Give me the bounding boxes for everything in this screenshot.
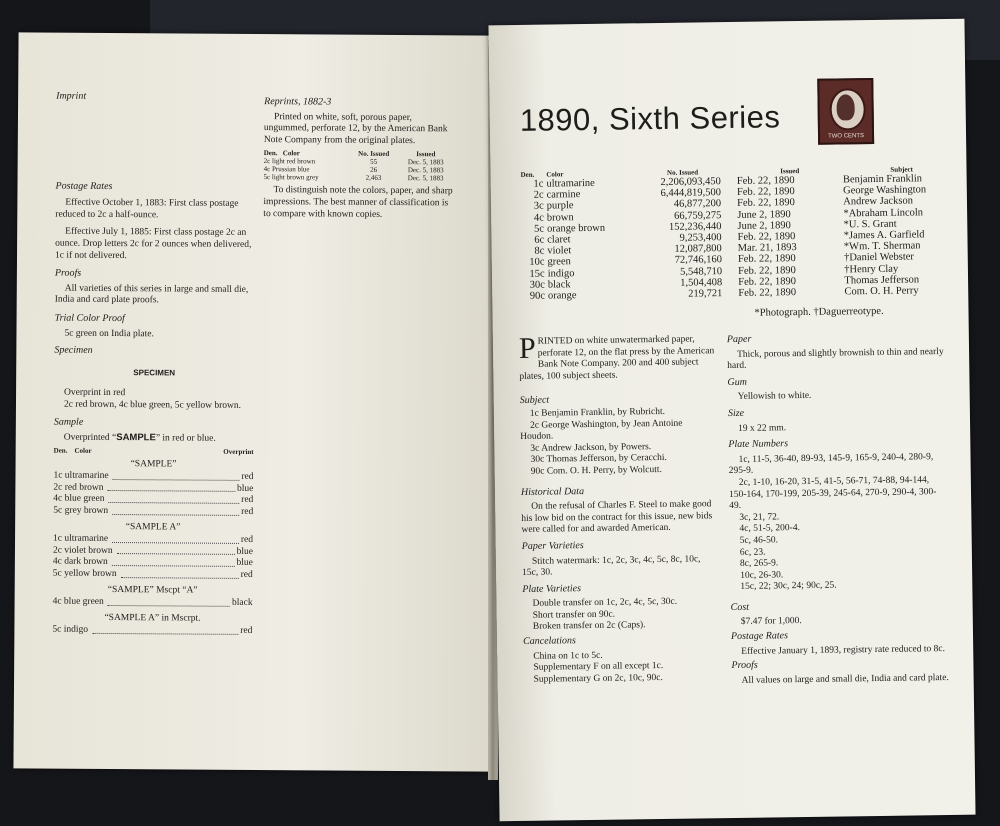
issue-cell-n: 2,206,093,450 [660,176,721,188]
plate-varieties-list [522,596,718,634]
issue-cell-den: 5c [534,223,545,235]
cost-text: $7.47 for 1,000. [740,616,802,628]
issue-cell-den: 8c [534,245,545,257]
sample-row-denomination: 4c dark brown [52,557,108,568]
issue-cell-date: Feb. 22, 1890 [737,253,796,266]
intro-text: RINTED on white unwatermarked paper, perforate 12, on the flat press by the American Bank Note Company. 200 and 400 subject plates, 100 subject sheets. [519,334,715,382]
sample-row-overprint: red [241,495,254,506]
sample-row-denomination: 4c blue green [53,494,105,505]
reprints-column [263,96,454,221]
subject-list [520,406,717,478]
paper-varieties-heading: Paper Varieties [521,539,584,552]
group4-list [52,625,252,638]
plate-number-item: 10c, 26-30. [740,569,784,581]
cost-heading: Cost [730,601,750,613]
issue-cell-den: 90c [529,290,546,302]
issue-cell-den: 2c [533,189,544,201]
reprints-cell: 5c light brown grey [263,173,319,182]
historical-text: On the refusal of Charles F. Steel to make good his low bid on the contract for this issue, new bids were called for and awarded American. [521,499,713,536]
historical-heading: Historical Data [520,485,585,498]
group3-list [53,597,253,610]
paper-varieties-text: Stitch watermark: 1c, 2c, 3c, 4c, 5c, 8c, 10c, 15c, 30. [522,553,701,579]
stamp-label: TWO CENTS [828,133,865,140]
issue-cell-subj: †Daniel Webster [843,251,914,264]
group2-list [53,534,253,582]
sample-row [53,569,253,582]
proofs-heading: Proofs [54,267,82,279]
sample-row-overprint: blue [236,558,253,569]
sample-row-overprint: red [240,535,254,546]
issue-cell-subj: †Henry Clay [844,263,899,276]
cancelation-item: Supplementary F on all except 1c. [533,661,664,674]
issue-cell-color: orange [547,290,577,302]
issue-cell-subj: Com. O. H. Perry [844,285,919,298]
plate-variety-item: Broken transfer on 2c (Caps). [532,620,646,633]
leader-dots [117,546,235,555]
reprints-row [264,173,454,182]
issue-cell-n: 5,548,710 [680,265,723,278]
sample-row [53,506,253,519]
issue-cell-n: 12,087,800 [674,243,722,256]
leader-dots [112,557,235,566]
sample-row-denomination: 1c ultramarine [53,533,109,545]
specimen-label: SPECIMEN [133,367,176,378]
issue-cell-subj: *Wm. T. Sherman [843,240,921,253]
footnote: *Photograph. †Daguerreotype. [754,305,884,319]
issue-cell-color: indigo [547,267,575,280]
issue-cell-date: Feb. 22, 1890 [737,197,795,210]
subject-item: 90c Com. O. H. Perry, by Wolcutt. [530,464,662,477]
issue-cell-date: Mar. 21, 1893 [737,242,797,255]
subject-heading: Subject [519,394,550,407]
issue-col-subject: Subject [890,165,913,174]
issue-col-date: Issued [780,167,800,176]
size-heading: Size [727,407,745,420]
issue-col-color: Color [546,170,564,179]
reprints-cell: 4c Prussian blue [263,165,310,174]
col-overprint: Overprint [223,447,254,456]
sample-row-overprint: red [241,472,254,483]
plate-numbers-list [728,452,948,594]
postage-rates-text: Effective January 1, 1893, registry rate reduced to 8c. [741,643,946,657]
subject-item: 2c George Washington, by Jean Antoine Houdon. [520,418,683,443]
issue-cell-color: black [547,279,571,291]
reprints-table [264,149,454,182]
issue-cell-subj: Benjamin Franklin [842,173,923,186]
leader-dots [112,534,239,543]
cancelations-heading: Cancelations [522,635,576,648]
issue-cell-den: 4c [533,212,544,224]
issue-cell-date: Feb. 22, 1890 [738,264,796,277]
cancelations-list [523,649,719,687]
leader-dots [108,494,239,504]
reprints-note: To distinguish note the colors, paper, and sharp impressions. The best manner of classification is to compare with known copies. [263,185,453,220]
postage-paragraph-1: Effective October 1, 1883: First class postage reduced to 2c a half-ounce. [55,197,239,221]
issue-cell-date: Feb. 22, 1890 [738,275,797,288]
issue-cell-n: 6,444,819,500 [660,187,722,200]
sample-row-overprint: blue [236,483,254,494]
col-color: Color [74,446,92,455]
subject-item: 1c Benjamin Franklin, by Rubricht. [529,406,666,419]
reprints-col-den: Den. Color [263,149,300,158]
issue-cell-color: orange brown [546,222,606,235]
issue-cell-color: violet [547,245,572,257]
sample-row-denomination: 4c blue green [52,596,104,608]
issue-cell-color: green [547,256,571,268]
plate-number-item: 5c, 46-50. [739,535,779,546]
reprints-cell: Dec. 5, 1883 [407,174,444,183]
issue-cell-den: 3c [533,201,544,213]
issue-cell-date: Feb. 22, 1890 [736,175,795,187]
plate-number-item: 15c, 22; 30c, 24; 90c, 25. [740,580,837,593]
reprints-heading: Reprints, 1882-3 [264,96,332,108]
issue-cell-subj: *James A. Garfield [843,229,925,242]
issue-cell-n: 1,504,408 [680,276,723,289]
specimen-paragraph-1: Overprint in red [64,387,126,399]
proofs-heading-right: Proofs [731,659,758,672]
subject-item: 3c Andrew Jackson, by Powers. [530,441,652,454]
issue-cell-n: 9,253,400 [679,232,722,244]
paper-heading: Paper [726,333,752,346]
sample-row-overprint: red [240,569,253,581]
sample-row-denomination: 2c red brown [53,482,104,493]
specimen-paragraph-2: 2c red brown, 4c blue green, 5c yellow brown. [63,399,242,411]
issue-cell-n: 46,877,200 [673,198,722,211]
sample-row-overprint: black [231,598,253,609]
proofs-text-right: All values on large and small die, India and card plate. [741,672,949,686]
sample-row-overprint: red [240,626,253,637]
paper-text: Thick, porous and slightly brownish to thin and nearly hard. [727,346,944,372]
page-title: 1890, Sixth Series [519,99,781,138]
reprints-col-date: Issued [416,150,436,159]
sample-text [54,432,254,446]
col-den: Den. [53,446,68,455]
size-text: 19 x 22 mm. [738,422,787,434]
postage-heading: Postage Rates [55,180,113,192]
leader-dots [113,471,240,480]
leader-dots [92,625,238,635]
reprints-col-issued: No. Issued [358,150,390,159]
plate-number-item: 1c, 11-5, 36-40, 89-93, 145-9, 165-9, 240-4, 280-9, 295-9. [728,451,934,477]
issue-cell-date: Feb. 22, 1890 [736,186,795,199]
sample-text-pre: Overprinted “ [63,432,117,444]
reprints-cell: Dec. 5, 1883 [407,166,444,175]
issue-cell-color: purple [546,200,574,212]
issue-cell-subj: *U. S. Grant [843,218,897,231]
issue-cell-n: 72,746,160 [674,254,722,267]
left-page [13,32,494,771]
issue-cell-date: June 2, 1890 [737,219,791,232]
issue-cell-n: 152,236,440 [668,220,722,233]
trial-heading: Trial Color Proof [54,312,125,325]
issue-cell-subj: George Washington [843,184,927,197]
leader-dots [112,506,239,515]
postage-rates-heading: Postage Rates [730,630,789,643]
reprints-cell: 55 [370,158,378,167]
subject-item: 30c Thomas Jefferson, by Ceracchi. [530,453,667,466]
issue-cell-den: 6c [534,234,545,246]
sample-text-post: ” in red or blue. [155,433,216,444]
sample-row-denomination: 5c yellow brown [52,568,117,580]
imprint-heading: Imprint [56,90,87,102]
proofs-text: All varieties of this series in large and small die, India and card plate proofs. [54,283,249,306]
trial-text: 5c green on India plate. [64,328,154,339]
sample-word: SAMPLE [116,432,156,444]
issue-cell-n: 219,721 [688,288,723,300]
issue-col-den: Den. [520,170,535,179]
issue-cell-den: 1c [533,178,544,190]
issue-cell-color: ultramarine [546,177,595,190]
group1-title: “SAMPLE” [130,458,177,470]
issue-cell-date: Feb. 22, 1890 [738,287,797,299]
intro-dropcap: P [518,331,536,365]
issue-cell-subj: Andrew Jackson [843,195,914,208]
sample-row-denomination: 5c indigo [52,625,89,636]
sample-row-overprint: blue [236,546,253,557]
issue-cell-den: 15c [529,268,545,280]
plate-numbers-heading: Plate Numbers [728,438,789,451]
sample-row-denomination: 2c violet brown [52,545,113,556]
plate-number-item: 6c, 23. [739,547,766,558]
stamp-image [817,78,874,145]
reprints-cell: 2,463 [365,174,382,183]
reprints-text: Printed on white, soft, porous paper, ungummed, perforate 12, by the American Bank Note Company from the original plates. [263,111,448,146]
issue-cell-subj: *Abraham Lincoln [843,206,924,220]
plate-number-item: 4c, 51-5, 200-4. [739,523,801,535]
group2-title: “SAMPLE A” [125,521,181,533]
intro-paragraph [518,331,716,383]
plate-variety-item: Double transfer on 1c, 2c, 4c, 5c, 30c. [532,597,678,610]
right-page [488,19,975,822]
sample-row-overprint: red [241,506,254,518]
issue-cell-subj: Thomas Jefferson [844,274,920,287]
cancelation-item: Supplementary G on 2c, 10c, 90c. [533,672,663,685]
sample-row-denomination: 1c ultramarine [53,470,109,482]
plate-number-item: 8c, 265-9. [739,558,779,569]
issue-cell-color: claret [547,234,571,246]
stamp-portrait [836,94,854,120]
issue-cell-date: June 2, 1890 [737,208,791,221]
group4-title: “SAMPLE A” in Mscrpt. [104,612,201,624]
issue-cell-den: 30c [529,279,545,291]
issue-cell-color: brown [546,211,574,224]
leader-dots [108,597,230,606]
sample-row [53,597,253,610]
plate-variety-item: Short transfer on 90c. [532,609,616,621]
sample-heading: Sample [53,416,84,428]
sample-table-header [54,446,254,455]
reprints-cell: 26 [370,166,378,175]
issue-cell-n: 66,759,275 [673,209,722,222]
right-right-column [727,331,950,687]
left-column [52,91,256,638]
issue-cell-den: 10c [529,257,545,269]
issue-cell-date: Feb. 22, 1890 [737,231,796,243]
group3-title: “SAMPLE” Mscpt “A” [107,584,198,596]
issue-table [521,165,963,302]
reprints-cell: Dec. 5, 1883 [407,158,444,167]
leader-dots [121,569,239,578]
reprints-cell: 2c light red brown [263,157,316,166]
specimen-heading: Specimen [54,344,93,356]
gum-text: Yellowish to white. [737,391,812,403]
issue-cell-color: carmine [546,189,581,201]
issue-col-number: No. Issued [666,168,699,177]
plate-number-item: 3c, 21, 72. [739,512,780,523]
sample-row-denomination: 5c grey brown [53,505,109,517]
sample-row [52,625,252,638]
leader-dots [107,483,235,492]
plate-varieties-heading: Plate Varieties [522,582,582,595]
plate-number-item: 2c, 1-10, 16-20, 31-5, 41-5, 56-71, 74-88, 94-144, 150-164, 170-199, 205-39, 245-64, 270-9, 290-4, 300-49. [728,475,937,512]
gum-heading: Gum [727,376,748,388]
group1-list [53,471,253,519]
cancelation-item: China on 1c to 5c. [533,650,603,662]
right-left-column [518,331,720,686]
postage-paragraph-2: Effective July 1, 1885: First class postage 2c an ounce. Drop letters 2c for 2 ounces when delivered, 1c if not delivered. [54,227,252,261]
